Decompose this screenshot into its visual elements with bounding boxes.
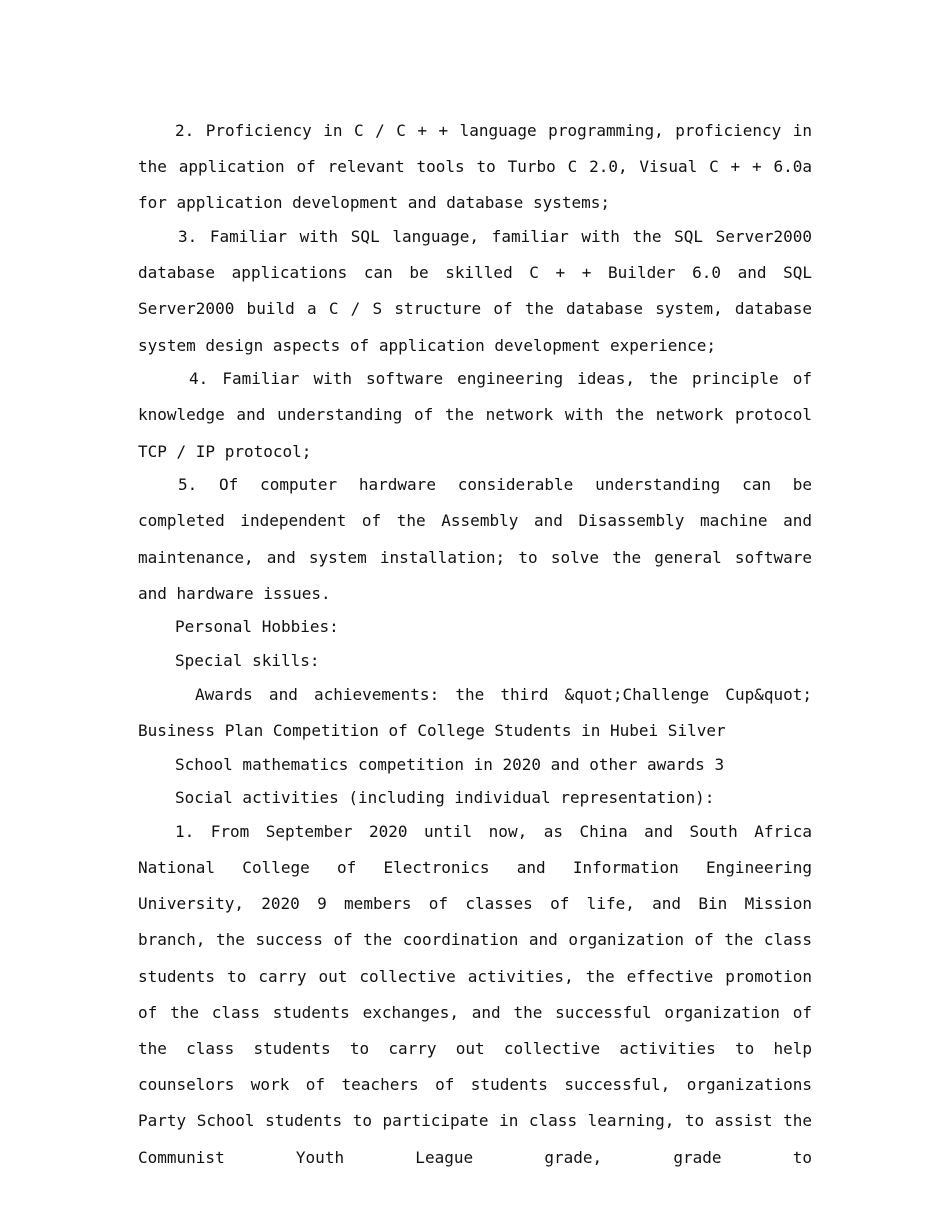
paragraph-skill-2: 2. Proficiency in C / C + + language programming, proficiency in the application of relevant tools to Turbo C 2.0, Visual C + + 6.0a for application development and database systems; (138, 121, 812, 213)
special-skills-heading: Special skills: (175, 651, 320, 671)
awards-paragraph: Awards and achievements: the third &quot;Challenge Cup&quot; Business Plan Competition of College Students in Hubei Silver (138, 684, 812, 740)
paragraph-skill-5: 5. Of computer hardware considerable understanding can be completed independent of the Assembly and Disassembly machine and maintenance, and system installation; to solve the general software and hardware issues. (138, 475, 812, 603)
paragraph-skill-4: 4. Familiar with software engineering ideas, the principle of knowledge and understanding of the network with the network protocol TCP / IP protocol; (138, 369, 812, 461)
school-competition-paragraph: School mathematics competition in 2020 and other awards 3 (175, 754, 725, 774)
document-body (138, 113, 812, 1176)
social-activity-1: 1. From September 2020 until now, as China and South Africa National College of Electronics and Information Engineering University, 2020 9 members of classes of life, and Bin Mission branch, the success of the coordination and organization of the class students to carry out collective activities, the effective promotion of the class students exchanges, and the successful organization of the class students to carry out collective activities to help counselors work of teachers of students successful, organizations Party School students to participate in class learning, to assist the Communist Youth League grade, grade to (138, 821, 812, 1167)
personal-hobbies-heading: Personal Hobbies: (175, 617, 339, 637)
paragraph-skill-3: 3. Familiar with SQL language, familiar with the SQL Server2000 database applications can be skilled C + + Builder 6.0 and SQL Server2000 build a C / S structure of the database system, database system design aspects of application development experience; (138, 227, 812, 355)
social-activities-heading: Social activities (including individual representation): (175, 788, 715, 808)
